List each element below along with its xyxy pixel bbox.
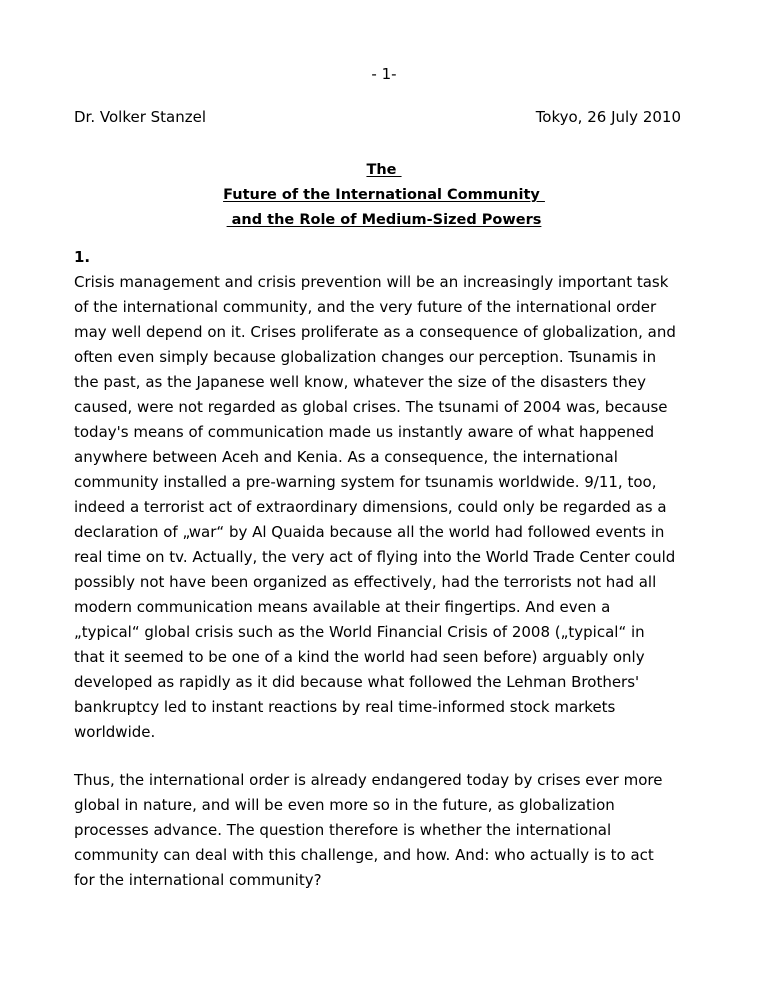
text-line: „typical“ global crisis such as the World Financial Crisis of 2008 („typical“ in: [74, 623, 645, 641]
text-line: modern communication means available at their fingertips. And even a: [74, 598, 611, 616]
text-line: Thus, the international order is already endangered today by crises ever more: [74, 771, 663, 789]
text-line: the past, as the Japanese well know, whatever the size of the disasters they: [74, 373, 646, 391]
title-line-2: Future of the International Community: [223, 187, 545, 203]
text-line: for the international community?: [74, 871, 322, 889]
text-line: bankruptcy led to instant reactions by real time-informed stock markets: [74, 698, 616, 716]
paragraph-1: [74, 270, 694, 745]
text-line: today's means of communication made us instantly aware of what happened: [74, 423, 655, 441]
text-line: processes advance. The question therefore is whether the international: [74, 821, 612, 839]
text-line: community can deal with this challenge, and how. And: who actually is to act: [74, 846, 654, 864]
text-line: real time on tv. Actually, the very act of flying into the World Trade Center could: [74, 548, 676, 566]
section-number: 1.: [74, 248, 91, 266]
text-line: declaration of „war“ by Al Quaida because all the world had followed events in: [74, 523, 665, 541]
paragraph-2: [74, 768, 694, 893]
text-line: global in nature, and will be even more so in the future, as globalization: [74, 796, 615, 814]
title-line-3: and the Role of Medium-Sized Powers: [226, 212, 542, 228]
place-date: Tokyo, 26 July 2010: [535, 108, 681, 126]
text-line: worldwide.: [74, 723, 156, 741]
text-line: indeed a terrorist act of extraordinary dimensions, could only be regarded as a: [74, 498, 667, 516]
header-row: [74, 106, 681, 128]
page-number: - 1-: [371, 65, 397, 83]
text-line: Crisis management and crisis prevention will be an increasingly important task: [74, 273, 669, 291]
text-line: caused, were not regarded as global crises. The tsunami of 2004 was, because: [74, 398, 668, 416]
text-line: often even simply because globalization changes our perception. Tsunamis in: [74, 348, 657, 366]
document-title: [0, 158, 768, 233]
text-line: developed as rapidly as it did because what followed the Lehman Brothers': [74, 673, 640, 691]
text-line: possibly not have been organized as effectively, had the terrorists not had all: [74, 573, 657, 591]
text-line: may well depend on it. Crises proliferate as a consequence of globalization, and: [74, 323, 676, 341]
author-name: Dr. Volker Stanzel: [74, 108, 207, 126]
text-line: anywhere between Aceh and Kenia. As a consequence, the international: [74, 448, 618, 466]
text-line: that it seemed to be one of a kind the world had seen before) arguably only: [74, 648, 645, 666]
title-line-1: The: [366, 162, 402, 178]
text-line: of the international community, and the very future of the international order: [74, 298, 657, 316]
text-line: community installed a pre-warning system for tsunamis worldwide. 9/11, too,: [74, 473, 657, 491]
